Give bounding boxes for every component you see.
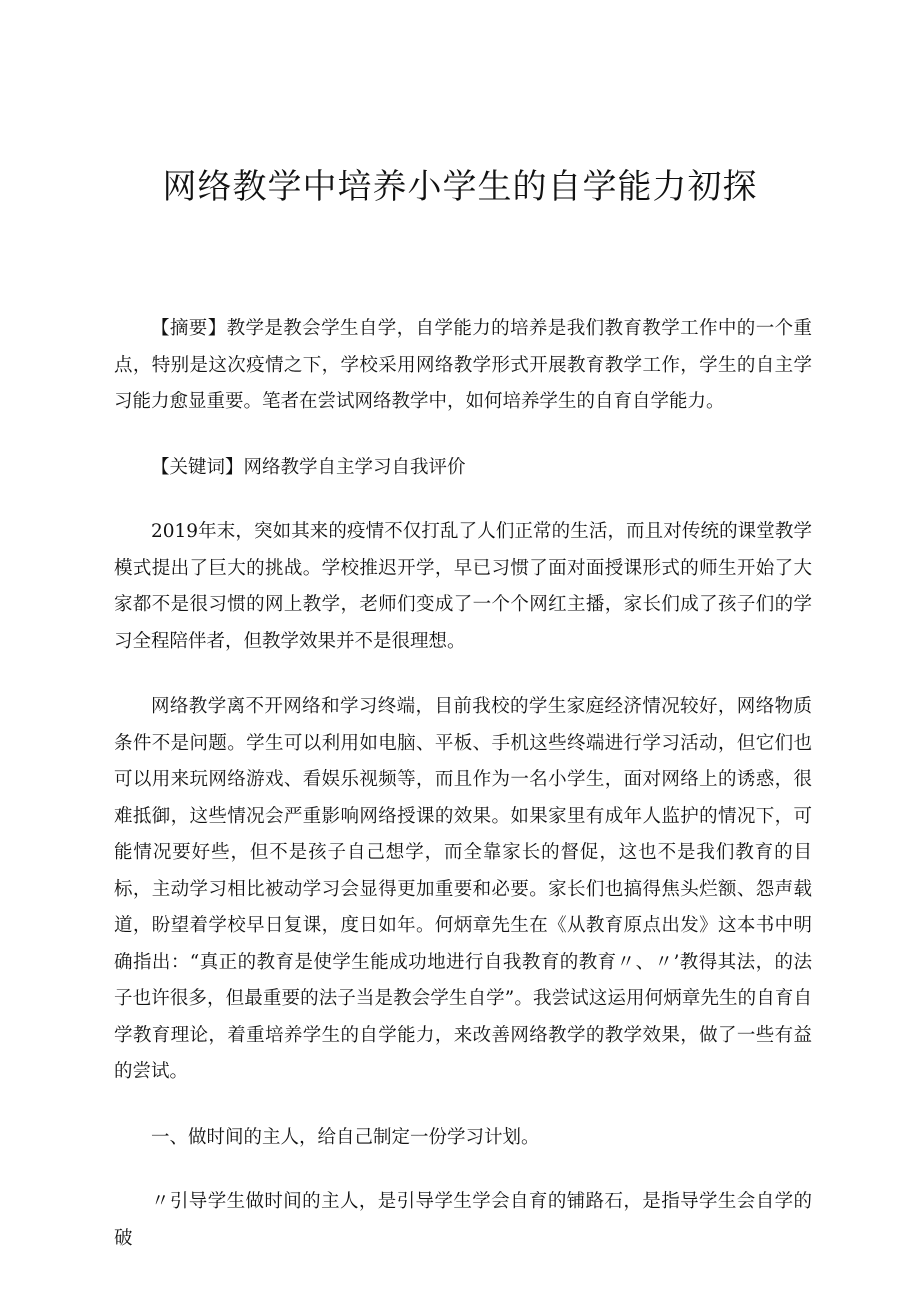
abstract-label: 【摘要】 — [151, 318, 227, 339]
body-paragraph-1: 2019年末，突如其来的疫情不仅打乱了人们正常的生活，而且对传统的课堂教学模式提出了巨大的挑战。学校推迟开学，早已习惯了面对面授课形式的师生开始了大家都不是很习惯的网上教学，老师们变成了一个个网红主播，家长们成了孩子们的学习全程陪伴者，但教学效果并不是很理想。 — [114, 521, 812, 652]
keywords-label: 【关键词】 — [151, 456, 244, 478]
body-paragraph-3: 〃引导学生做时间的主人，是引导学生学会自育的铺路石，是指导学生会自学的破 — [114, 1191, 812, 1249]
section-heading: 一、做时间的主人，给自己制定一份学习计划。 — [151, 1126, 540, 1148]
body-paragraph-2: 网络教学离不开网络和学习终端，目前我校的学生家庭经济情况较好，网络物质条件不是问题。学生可以利用如电脑、平板、手机这些终端进行学习活动，但它们也可以用来玩网络游戏、看娱乐视频等，而且作为一名小学生，面对网络上的诱惑，很难抵御，这些情况会严重影响网络授课的效果。如果家里有成年人监护的情况下，可能情况要好些，但不是孩子自己想学，而全靠家长的督促，这也不是我们教育的目标，主动学习相比被动学习会显得更加重要和必要。家长们也搞得焦头烂额、怨声载道，盼望着学校早日复课，度日如年。何炳章先生在《从教育原点出发》这本书中明确指出：“真正的教育是使学生能成功地进行自我教育的教育〃、〃’教得其法，的法子也许很多，但最重要的法子当是教会学生自学”。我尝试这运用何炳章先生的自育自学教育理论，着重培养学生的自学能力，来改善网络教学的教学效果，做了一些有益的尝试。 — [114, 696, 812, 1082]
keywords-text: 网络教学自主学习自我评价 — [243, 456, 466, 478]
abstract-text: 教学是教会学生自学，自学能力的培养是我们教育教学工作中的一个重点，特别是这次疫情之下，学校采用网络教学形式开展教育教学工作，学生的自主学习能力愈显重要。笔者在尝试网络教学中，如何培养学生的自育自学能力。 — [114, 318, 812, 412]
document-body — [114, 311, 812, 1286]
document-title: 网络教学中培养小学生的自学能力初探 — [162, 167, 758, 207]
keywords-paragraph — [114, 450, 812, 487]
abstract-paragraph — [114, 311, 812, 421]
